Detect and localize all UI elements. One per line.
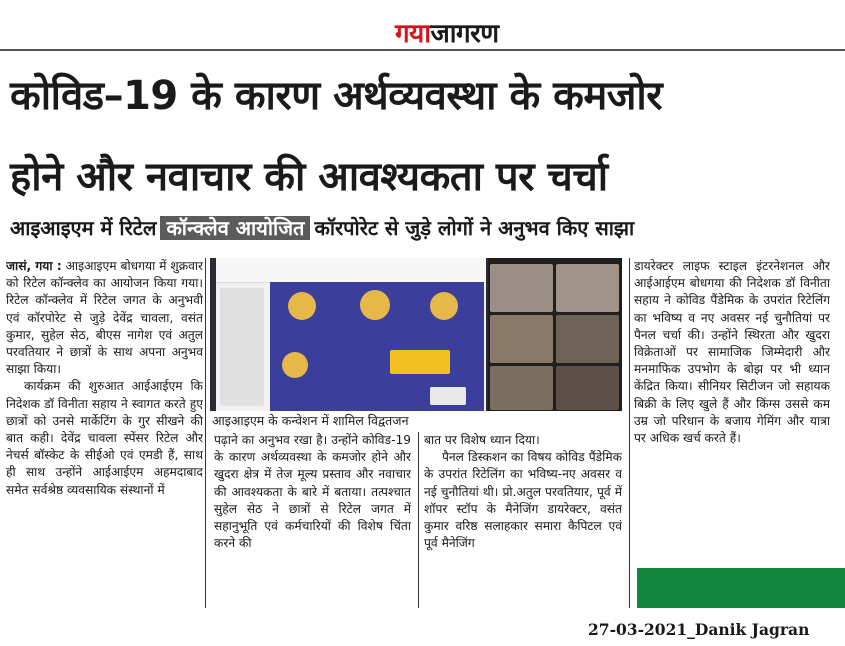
photo-sidebar [220,288,264,406]
date-source: 27-03-2021_Danik Jagran [588,620,810,639]
photo-video-grid [488,258,622,411]
speaker-photo-4 [282,352,308,378]
article-column-3 [424,432,622,604]
article-column-1 [6,258,203,603]
dateline: जासं, गया : [6,259,62,273]
photo-slide [270,282,484,411]
masthead-city: गया [395,19,431,49]
speaker-photo-1 [288,292,316,320]
speaker-photo-3 [430,292,458,320]
masthead-paper: जागरण [430,19,499,49]
headline-line-1: कोविड–19 के कारण अर्थव्यवस्था के कमजोर [10,73,663,119]
masthead [395,14,499,50]
news-photo [210,258,622,411]
col1-p1-text: आइआइएम बोधगया में शुक्रवार को रिटेल कॉन्क्लेव का आयोजन किया गया। रिटेल कॉन्क्लेव में रिटेल जगत के अनुभवी एवं कॉरपोरेट से जुड़े देवेंद्र चावला, वसंत कुमार, सुहेल सेठ, बीएस नागेश एवं अतुल परवतियार ने छात्रों के साथ अपना अनुभव साझा किया। [6,259,203,377]
top-rule [0,49,845,51]
article-column-2 [214,432,411,604]
photo-caption: आइआइएम के कन्वेशन में शामिल विद्वतजन [212,413,409,428]
column-divider-1 [205,258,206,608]
col1-para-1 [6,258,203,378]
slide-logo [430,387,466,405]
col3-para-1: बात पर विशेष ध्यान दिया। [424,433,540,447]
video-tile-5 [490,366,553,410]
video-tile-6 [556,366,619,410]
video-tile-2 [556,264,619,312]
slide-title-band [390,350,450,374]
subhead-right: कॉरपोरेट से जुड़े लोगों ने अनुभव किए साझा [314,216,635,240]
article-column-4 [634,258,830,548]
photo-screen-share [216,258,486,411]
speaker-photo-2 [360,290,390,320]
headline-line-2: होने और नवाचार की आवश्यकता पर चर्चा [10,154,608,200]
subhead-left: आइआइएम में रिटेल [10,216,157,240]
green-ad-block [637,568,845,608]
col3-para-2: पैनल डिस्कशन का विषय कोविड पैंडेमिक के उपरांत रिटेलिंग का भविष्य-नए अवसर व नई चुनौतियां थी। प्रो.अतुल परवतियार, पूर्व में शॉपर स्टॉप के मैनेजिंग डायरेक्टर, वसंत कुमार वरिष्ठ सलाहकार समारा कैपिटल एवं पूर्व मैनेजिंग [424,450,622,551]
video-tile-3 [490,315,553,363]
column-divider-3 [629,258,630,608]
col4-text: डायरेक्टर लाइफ स्टाइल इंटरनेशनल और आईआईएम बोधगया की निदेशक डॉ विनीता सहाय ने कोविड पैंडेमिक के उपरांत रिटेलिंग का भविष्य व नए अवसर नई चुनौतियां पर पैनल चर्चा की। उन्होंने स्थिरता और खुदरा विक्रेताओं पर सामाजिक जिम्मेदारी और मनमाफिक उपभोग के बोझ पर भी ध्यान केंद्रित किया। सीनियर सिटीजन जो सहायक बिक्री के लिए खुले हैं और किंग्स उससे कम उम्र जो परिधान के बजाय गेमिंग और यात्रा पर अधिक खर्च करते हैं। [634,259,830,446]
col2-text: पढ़ाने का अनुभव रखा है। उन्होंने कोविड-19 के कारण अर्थव्यवस्था के कमजोर होने और खुदरा क्षेत्र में तेज मूल्य प्रस्ताव और नवाचार की आवश्यकता के बारे में बताया। तत्पश्चात सुहेल सेठ ने छात्रों से रिटेल जगत में सहानुभूति एवं कर्मचारियों की विशेष चिंता करने की [214,433,411,551]
subhead [10,214,634,242]
subhead-boxed: कॉन्क्लेव आयोजित [160,216,310,240]
photo-browser-bar [216,258,486,283]
video-tile-1 [490,264,553,312]
col1-para-2: कार्यक्रम की शुरुआत आईआईएम कि निदेशक डॉ विनीता सहाय ने स्वागत करते हुए छात्रों को उनसे मार्केटिंग के गुर सीखने की बात कही। देवेंद्र चावला स्पेंसर रिटेल और नेचर्स बॉस्केट के सीईओ एवं एमडी हैं, साथ ही साथ उन्होंने आईआईएम अहमदाबाद समेत सर्वश्रेष्ठ व्यवसायिक संस्थानों में [6,379,203,497]
video-tile-4 [556,315,619,363]
column-divider-2 [418,432,419,608]
